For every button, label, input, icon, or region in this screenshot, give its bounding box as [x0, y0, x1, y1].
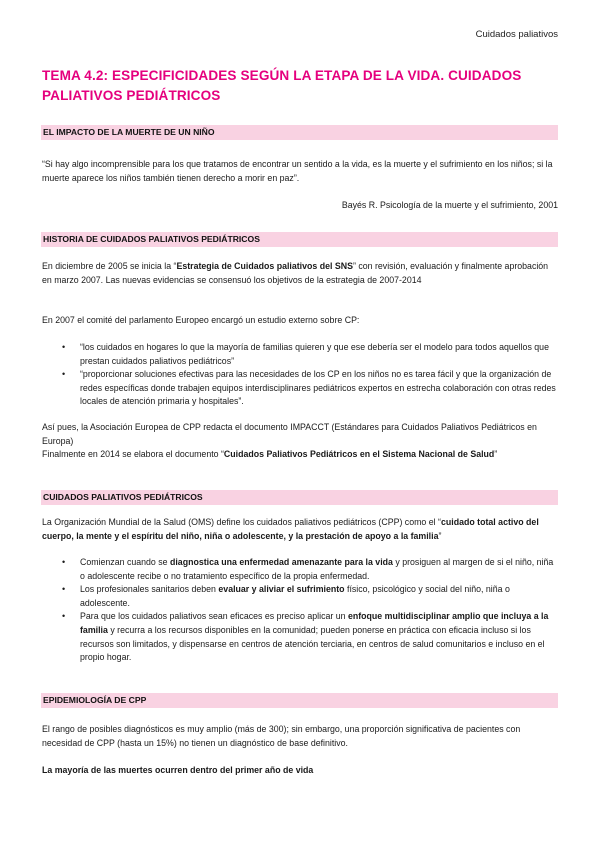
cpp-bullet-list [42, 556, 558, 665]
bullet-icon: • [62, 342, 66, 352]
bullet-bold: evaluar y aliviar el sufrimiento [218, 584, 345, 595]
section-heading-impacto: EL IMPACTO DE LA MUERTE DE UN NIÑO [41, 125, 558, 140]
list-item [42, 556, 558, 583]
cpp-paragraph-1 [42, 516, 558, 543]
section-heading-cpp: CUIDADOS PALIATIVOS PEDIÁTRICOS [41, 490, 558, 505]
running-header: Cuidados paliativos [475, 29, 558, 40]
epidemiologia-paragraph-1: El rango de posibles diagnósticos es muy amplio (más de 300); sin embargo, una proporción significativa de pacientes con necesidad de CPP (hasta un 15%) no tienen un diagnóstico de base definitivo. [42, 724, 521, 748]
historia-p4-text-end: ” [494, 449, 498, 459]
list-item [42, 368, 558, 409]
bullet-text-end: y prosiguen al margen de si el niño, niña o adolescente recibe o no tratamiento específico de la propia enfermedad. [80, 557, 554, 581]
epidemiologia-paragraph-2 [42, 764, 558, 778]
historia-p1-text-end: ” con revisión, evaluación y finalmente aprobación en marzo 2007. Las nuevas evidencias se consensuó los objetivos de la estrategia de 2007-2014 [42, 261, 549, 285]
impacto-quote: “Si hay algo incomprensible para los que tratamos de encontrar un sentido a la vida, es la muerte y el sufrimiento en los niños; si la muerte aparece los niños también tienen derecho a morir en paz”. [42, 159, 553, 183]
historia-bullet-list [42, 341, 558, 409]
cpp-p1-definition: cuidado total activo del cuerpo, la mente y el espíritu del niño, niña o adolescente, y la prestación de apoyo a la familia [42, 517, 539, 541]
section-heading-epidemiologia: EPIDEMIOLOGÍA DE CPP [41, 693, 558, 708]
section-heading-historia: HISTORIA DE CUIDADOS PALIATIVOS PEDIÁTRICOS [41, 232, 558, 247]
bullet-icon: • [62, 557, 66, 567]
bullet-icon: • [62, 584, 66, 595]
historia-paragraph-2: En 2007 el comité del parlamento Europeo encargó un estudio externo sobre CP: [42, 315, 360, 325]
historia-paragraph-3: Así pues, la Asociación Europea de CPP redacta el documento IMPACCT (Estándares para Cuidados Paliativos Pediátricos en Europa) [42, 422, 537, 446]
historia-p4-document: Cuidados Paliativos Pediátricos en el Sistema Nacional de Salud [223, 449, 495, 459]
bullet-text: Los profesionales sanitarios deben [80, 584, 219, 595]
bullet-text: Comienzan cuando se [80, 557, 170, 567]
bullet-icon: • [62, 369, 66, 380]
bullet-text: “los cuidados en hogares lo que la mayoría de familias quieren y que ese debería ser el modelo para todos aquellos que prestan cuidados paliativos pediátricos” [80, 342, 549, 366]
bullet-icon: • [62, 611, 66, 622]
bullet-text-end: físico, psicológico y social del niño, niña o adolescente. [80, 584, 510, 608]
bullet-bold: diagnostica una enfermedad amenazante para la vida [169, 557, 393, 567]
cpp-p1-text-end: ” [438, 530, 442, 541]
list-item [42, 341, 558, 368]
bullet-text: Para que los cuidados paliativos sean eficaces es preciso aplicar un [80, 611, 348, 622]
page-title: TEMA 4.2: ESPECIFICIDADES SEGÚN LA ETAPA DE LA VIDA. CUIDADOS PALIATIVOS PEDIÁTRICOS [42, 68, 522, 103]
historia-paragraph-4 [42, 448, 558, 462]
historia-paragraph-1 [42, 260, 558, 287]
bullet-bold: enfoque multidisciplinar amplio que incluya a la familia [80, 611, 549, 635]
cpp-p1-text: La Organización Mundial de la Salud (OMS) define los cuidados paliativos pediátricos (CPP) como el “ [42, 517, 441, 527]
bullet-text: “proporcionar soluciones efectivas para las necesidades de los CP en los niños no es tarea fácil y que la organización de redes específicas donde trabajen equipos interdisciplinares pediátricos expertos en estrecha colaboración con otras redes locales de atención primaria y hospitales”. [80, 369, 556, 407]
historia-p1-strategy: Estrategia de Cuidados paliativos del SNS [176, 261, 353, 271]
historia-p4-text: Finalmente en 2014 se elabora el documento “ [42, 449, 224, 459]
impacto-citation: Bayés R. Psicología de la muerte y el sufrimiento, 2001 [341, 200, 558, 210]
historia-p1-text: En diciembre de 2005 se inicia la “ [42, 261, 177, 271]
list-item [42, 610, 558, 664]
bullet-text-end: y recurra a los recursos disponibles en la comunidad; pueden ponerse en práctica con eficacia incluso si los recursos son limitados, y dispensarse en centros de atención terciaria, en centros de salud comunitarios e incluso en el propio hogar. [80, 624, 545, 663]
epidemiologia-p2-bold: La mayoría de las muertes ocurren dentro del primer año de vida [42, 765, 314, 775]
list-item [42, 583, 558, 610]
